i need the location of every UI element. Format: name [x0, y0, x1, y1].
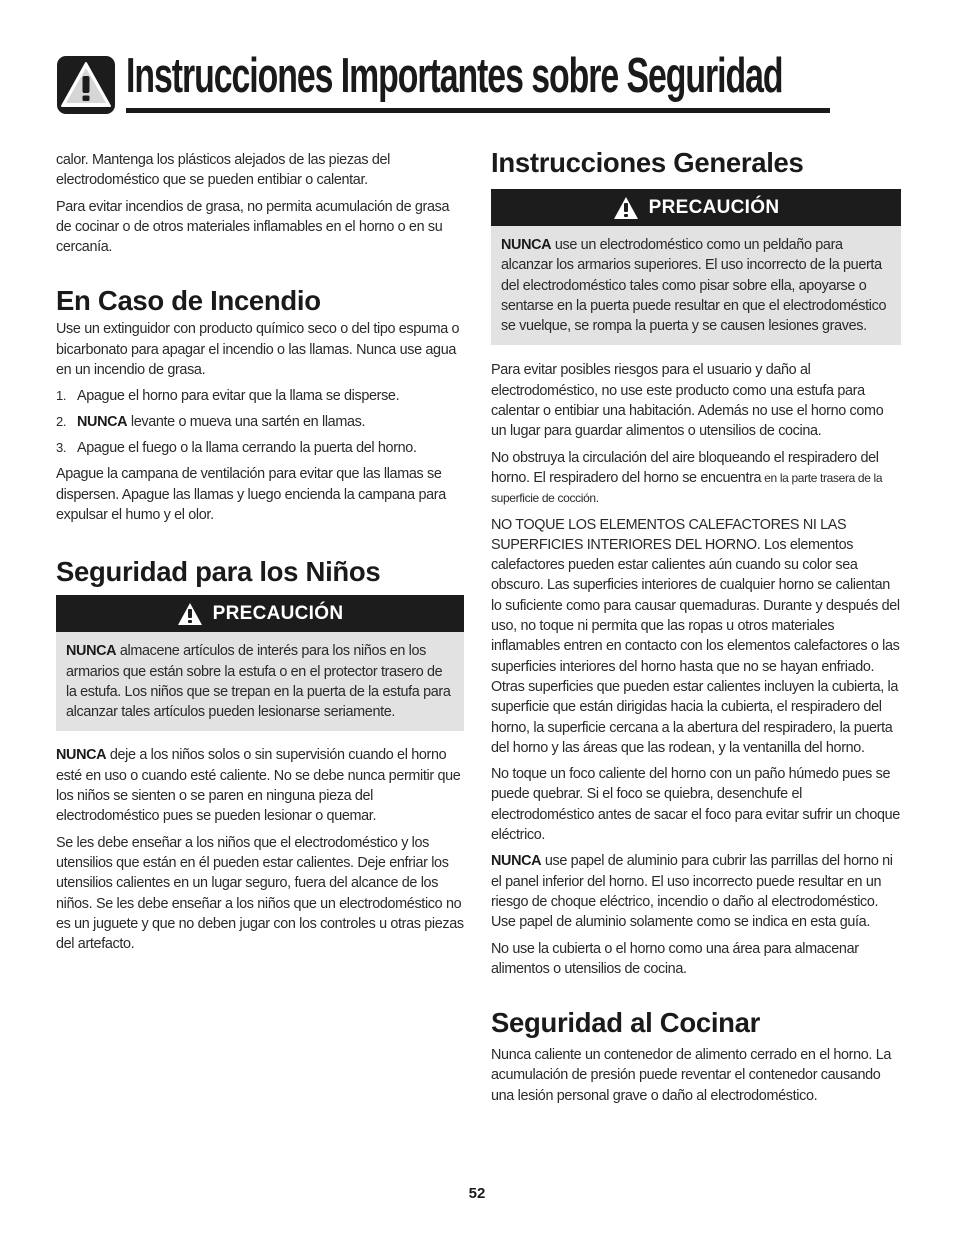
- cooking-heading: Seguridad al Cocinar: [491, 1007, 761, 1039]
- caution-triangle-icon: [613, 196, 639, 220]
- fire-heading: En Caso de Incendio: [56, 285, 321, 317]
- caution-bar: [56, 595, 464, 632]
- fire-paragraph-2: Apague la campana de ventilación para evitar que las llamas se dispersen. Apague las llamas y luego encienda la campana para expulsar el humo y el olor.: [56, 466, 446, 523]
- kids-paragraph-2: Se les debe enseñar a los niños que el electrodoméstico y los utensilios que están en él pueden estar calientes. Deje enfriar los utensilios calientes en un lugar seguro, fuera del alcance de los niños. Se les debe enseñar a los niños que un electrodoméstico no es un juguete y que no deben jugar con los controles u otras piezas del artefacto.: [56, 834, 464, 953]
- list-item: 2. NUNCA levante o mueva una sartén en llamas.: [56, 414, 366, 431]
- general-paragraph-2: No obstruya la circulación del aire bloqueando el respiradero del horno. El respiradero del horno se encuentra en la parte trasera de la superficie de cocción.: [491, 449, 883, 506]
- general-heading: Instrucciones Generales: [491, 147, 804, 178]
- title-rule: [126, 108, 830, 113]
- general-paragraph-4: No toque un foco caliente del horno con un paño húmedo pues se puede quebrar. Si el foco se quiebra, desenchufe el electrodoméstico antes de sacar el foco para evitar sufrir un choque eléctrico.: [491, 766, 900, 844]
- general-paragraph-6: No use la cubierta o el horno como una área para almacenar alimentos o utensilios de cocina.: [491, 940, 859, 977]
- caution-body: NUNCA almacene artículos de interés para los niños en los armarios que están sobre la estufa o en el protector trasero de la estufa. Los niños que se trepan en la puerta de la estufa para alcanzar tales artículos pueden lesionarse seriamente.: [66, 643, 451, 721]
- list-item: 3. Apague el fuego o la llama cerrando la puerta del horno.: [56, 440, 417, 457]
- kids-caution-box: [56, 595, 464, 731]
- general-paragraph-1: Para evitar posibles riesgos para el usuario y daño al electrodoméstico, no use este producto como una estufa para calentar o entibiar una habitación. Además no use el horno como un lugar para guardar alimentos o utensilios de cocina.: [491, 362, 884, 440]
- fire-steps-list: [56, 386, 464, 458]
- general-paragraph-5: NUNCA use papel de aluminio para cubrir las parrillas del horno ni el panel inferior del horno. El uso incorrecto puede resultar en un riesgo de choque eléctrico, incendio o daño al electrodoméstico. Use papel de aluminio solamente como se indica en esta guía.: [491, 853, 893, 931]
- left-column: [56, 150, 464, 960]
- page-title: Instrucciones Importantes sobre Seguridad: [126, 49, 783, 103]
- cooking-paragraph-1: Nunca caliente un contenedor de alimento cerrado en el horno. La acumulación de presión puede reventar el contenedor causando una lesión personal grave o daño al electrodoméstico.: [491, 1047, 892, 1104]
- general-paragraph-3: NO TOQUE LOS ELEMENTOS CALEFACTORES NI LAS SUPERFICIES INTERIORES DEL HORNO. Los elementos calefactores pueden estar calientes aún cuando su color sea obscuro. Las superficies interiores de cualquier horno se calientan lo suficiente como para causar quemaduras. Durante y después del uso, no toque ni permita que las ropas u otros materiales inflamables entren en contacto con los elementos calefactores o las superficies interiores del horno hasta que no se hayan enfriado. Otras superficies que pueden estar calientes incluyen la cubierta, la superficie que están dirigidas hacia la cubierta, el respiradero del horno, la superficie cercana a la abertura del respiradero, la puerta del horno y las áreas que las rodean, y la ventanilla del horno.: [491, 516, 900, 756]
- kids-heading: Seguridad para los Niños: [56, 556, 381, 588]
- fire-paragraph-1: Use un extinguidor con producto químico seco o del tipo espuma o bicarbonato para apagar el incendio o las llamas. Nunca use agua en un incendio de grasa.: [56, 321, 460, 379]
- caution-body: NUNCA use un electrodoméstico como un peldaño para alcanzar los armarios superiores. El uso incorrecto de la puerta del electrodoméstico tales como pisar sobre ella, apoyarse o sentarse en la puerta puede resultar en que el electrodoméstico se vuelque, se rompa la puerta y se causen lesiones graves.: [501, 237, 887, 335]
- list-item: 1. Apague el horno para evitar que la llama se disperse.: [56, 388, 400, 405]
- caution-triangle-icon: [177, 602, 203, 626]
- warning-triangle-icon: [56, 55, 116, 115]
- intro-paragraph-2: Para evitar incendios de grasa, no permita acumulación de grasa de cocinar o de otros materiales inflamables en el horno o en su cercanía.: [56, 198, 450, 256]
- right-column: [491, 146, 901, 1112]
- page-number: 52: [468, 1185, 486, 1202]
- general-caution-box: [491, 189, 901, 345]
- page-header: [56, 49, 830, 116]
- intro-paragraph-1: calor. Mantenga los plásticos alejados de las piezas del electrodoméstico que se pueden entibiar o calentar.: [56, 152, 390, 189]
- kids-paragraph-1: NUNCA deje a los niños solos o sin supervisión cuando el horno esté en uso o cuando esté caliente. No se debe nunca permitir que los niños se sienten o se paren en ninguna pieza del electrodoméstico pues se pueden lesionar o quemar.: [56, 747, 461, 825]
- caution-label: PRECAUCIÓN: [212, 602, 344, 624]
- caution-bar: [491, 189, 901, 226]
- caution-label: PRECAUCIÓN: [648, 196, 780, 218]
